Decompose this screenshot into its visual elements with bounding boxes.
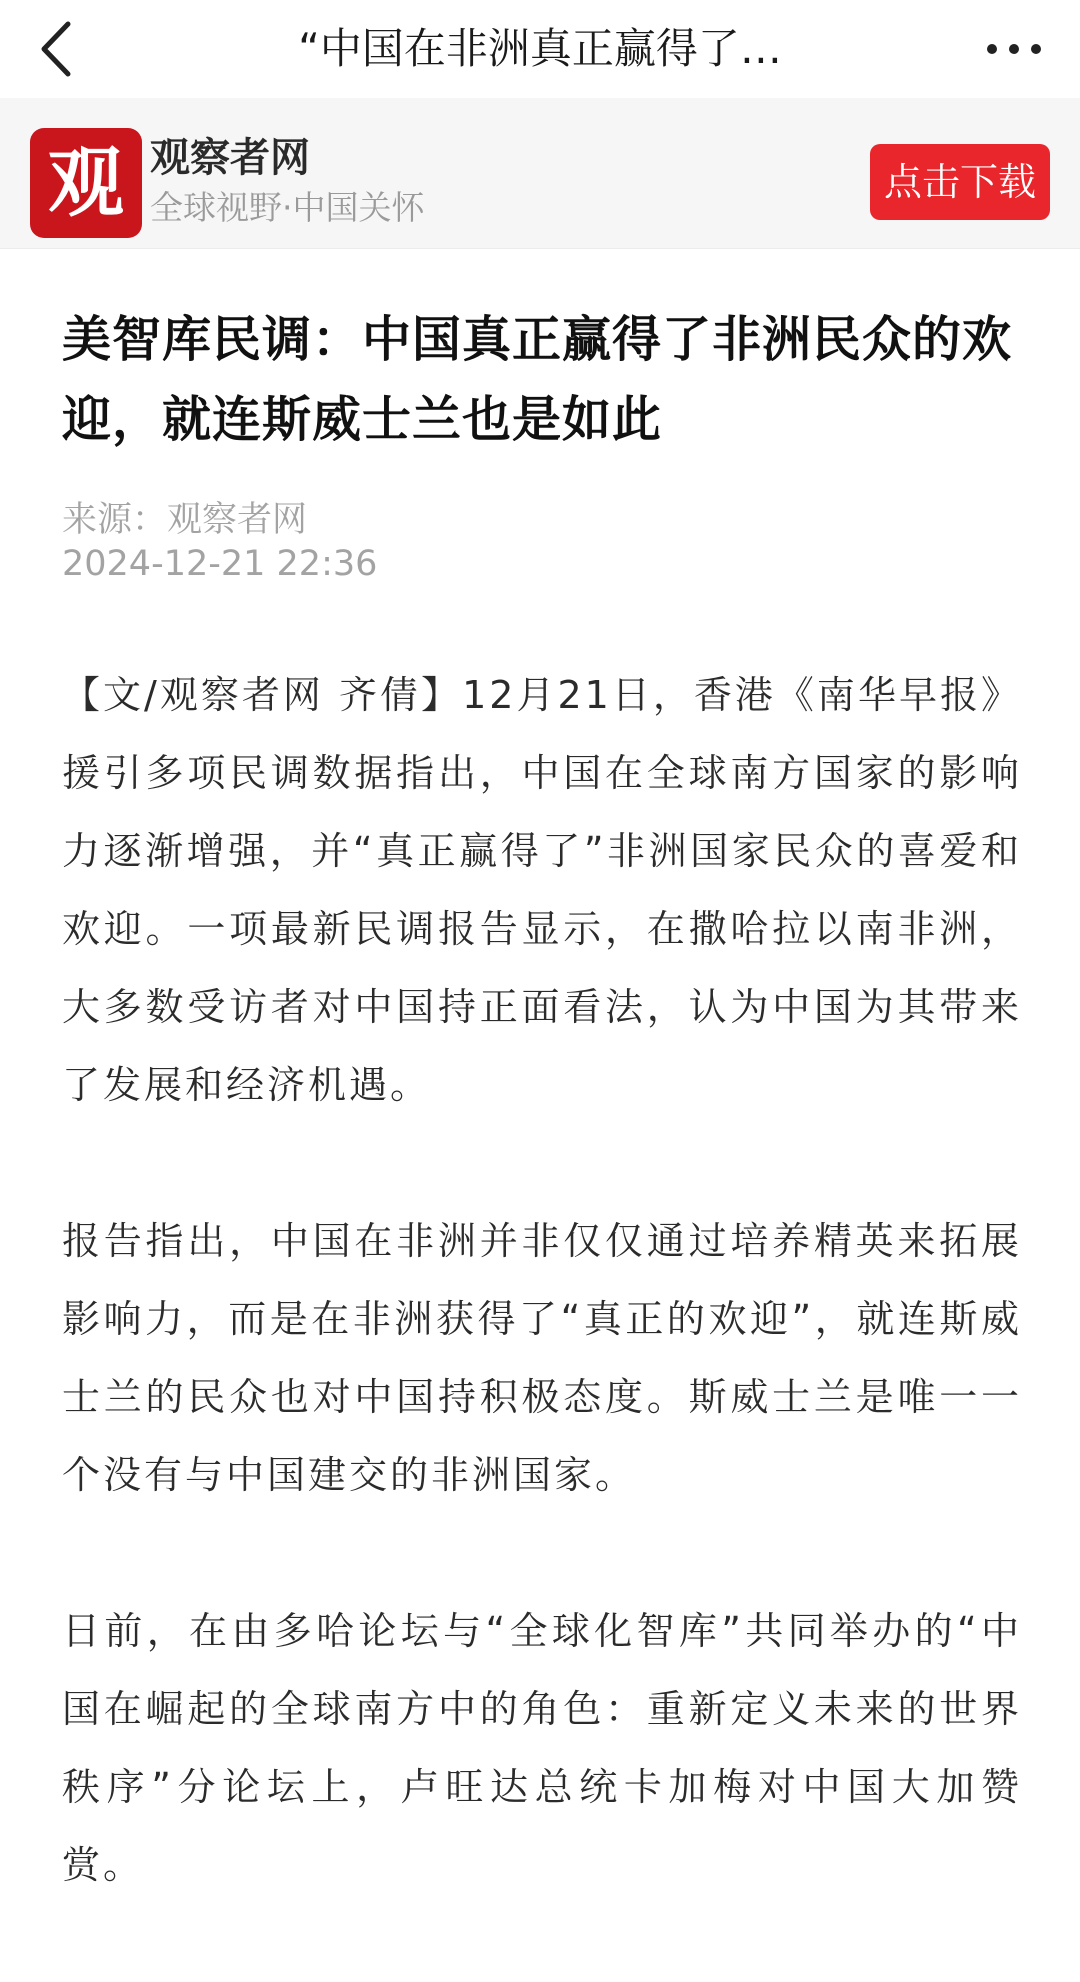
article-paragraph: 【文/观察者网 齐倩】12月21日，香港《南华早报》援引多项民调数据指出，中国在全球南方国家的影响力逐渐增强，并“真正赢得了”非洲国家民众的喜爱和欢迎。一项最新民调报告显示，在撒哈拉以南非洲，大多数受访者对中国持正面看法，认为中国为其带来了发展和经济机遇。 [62, 673, 1022, 1107]
top-nav-bar [0, 0, 1080, 98]
article-body [62, 656, 1022, 1904]
app-download-banner [0, 98, 1080, 249]
more-horizontal-icon [978, 14, 1050, 84]
app-slogan: 全球视野·中国关怀 [150, 188, 425, 227]
chevron-left-icon [30, 14, 90, 84]
article-meta [62, 498, 1022, 586]
article-datetime: 2024-12-21 22:36 [62, 544, 378, 584]
article-paragraph: 日前，在由多哈论坛与“全球化智库”共同举办的“中国在崛起的全球南方中的角色：重新定义未来的世界秩序”分论坛上，卢旺达总统卡加梅对中国大加赞赏。 [62, 1609, 1022, 1887]
article-paragraph: 报告指出，中国在非洲并非仅仅通过培养精英来拓展影响力，而是在非洲获得了“真正的欢迎”，就连斯威士兰的民众也对中国持积极态度。斯威士兰是唯一一个没有与中国建交的非洲国家。 [62, 1219, 1022, 1497]
article-headline: 美智库民调：中国真正赢得了非洲民众的欢迎，就连斯威士兰也是如此 [62, 311, 1013, 448]
nav-title: “中国在非洲真正赢得了… [298, 24, 782, 73]
more-options-button[interactable] [978, 14, 1050, 84]
article-source: 来源：观察者网 [62, 500, 308, 540]
app-name: 观察者网 [150, 135, 310, 181]
download-button[interactable]: 点击下载 [870, 144, 1050, 220]
app-logo: 观 [30, 128, 142, 238]
article [62, 300, 1022, 1982]
back-button[interactable] [30, 14, 90, 84]
